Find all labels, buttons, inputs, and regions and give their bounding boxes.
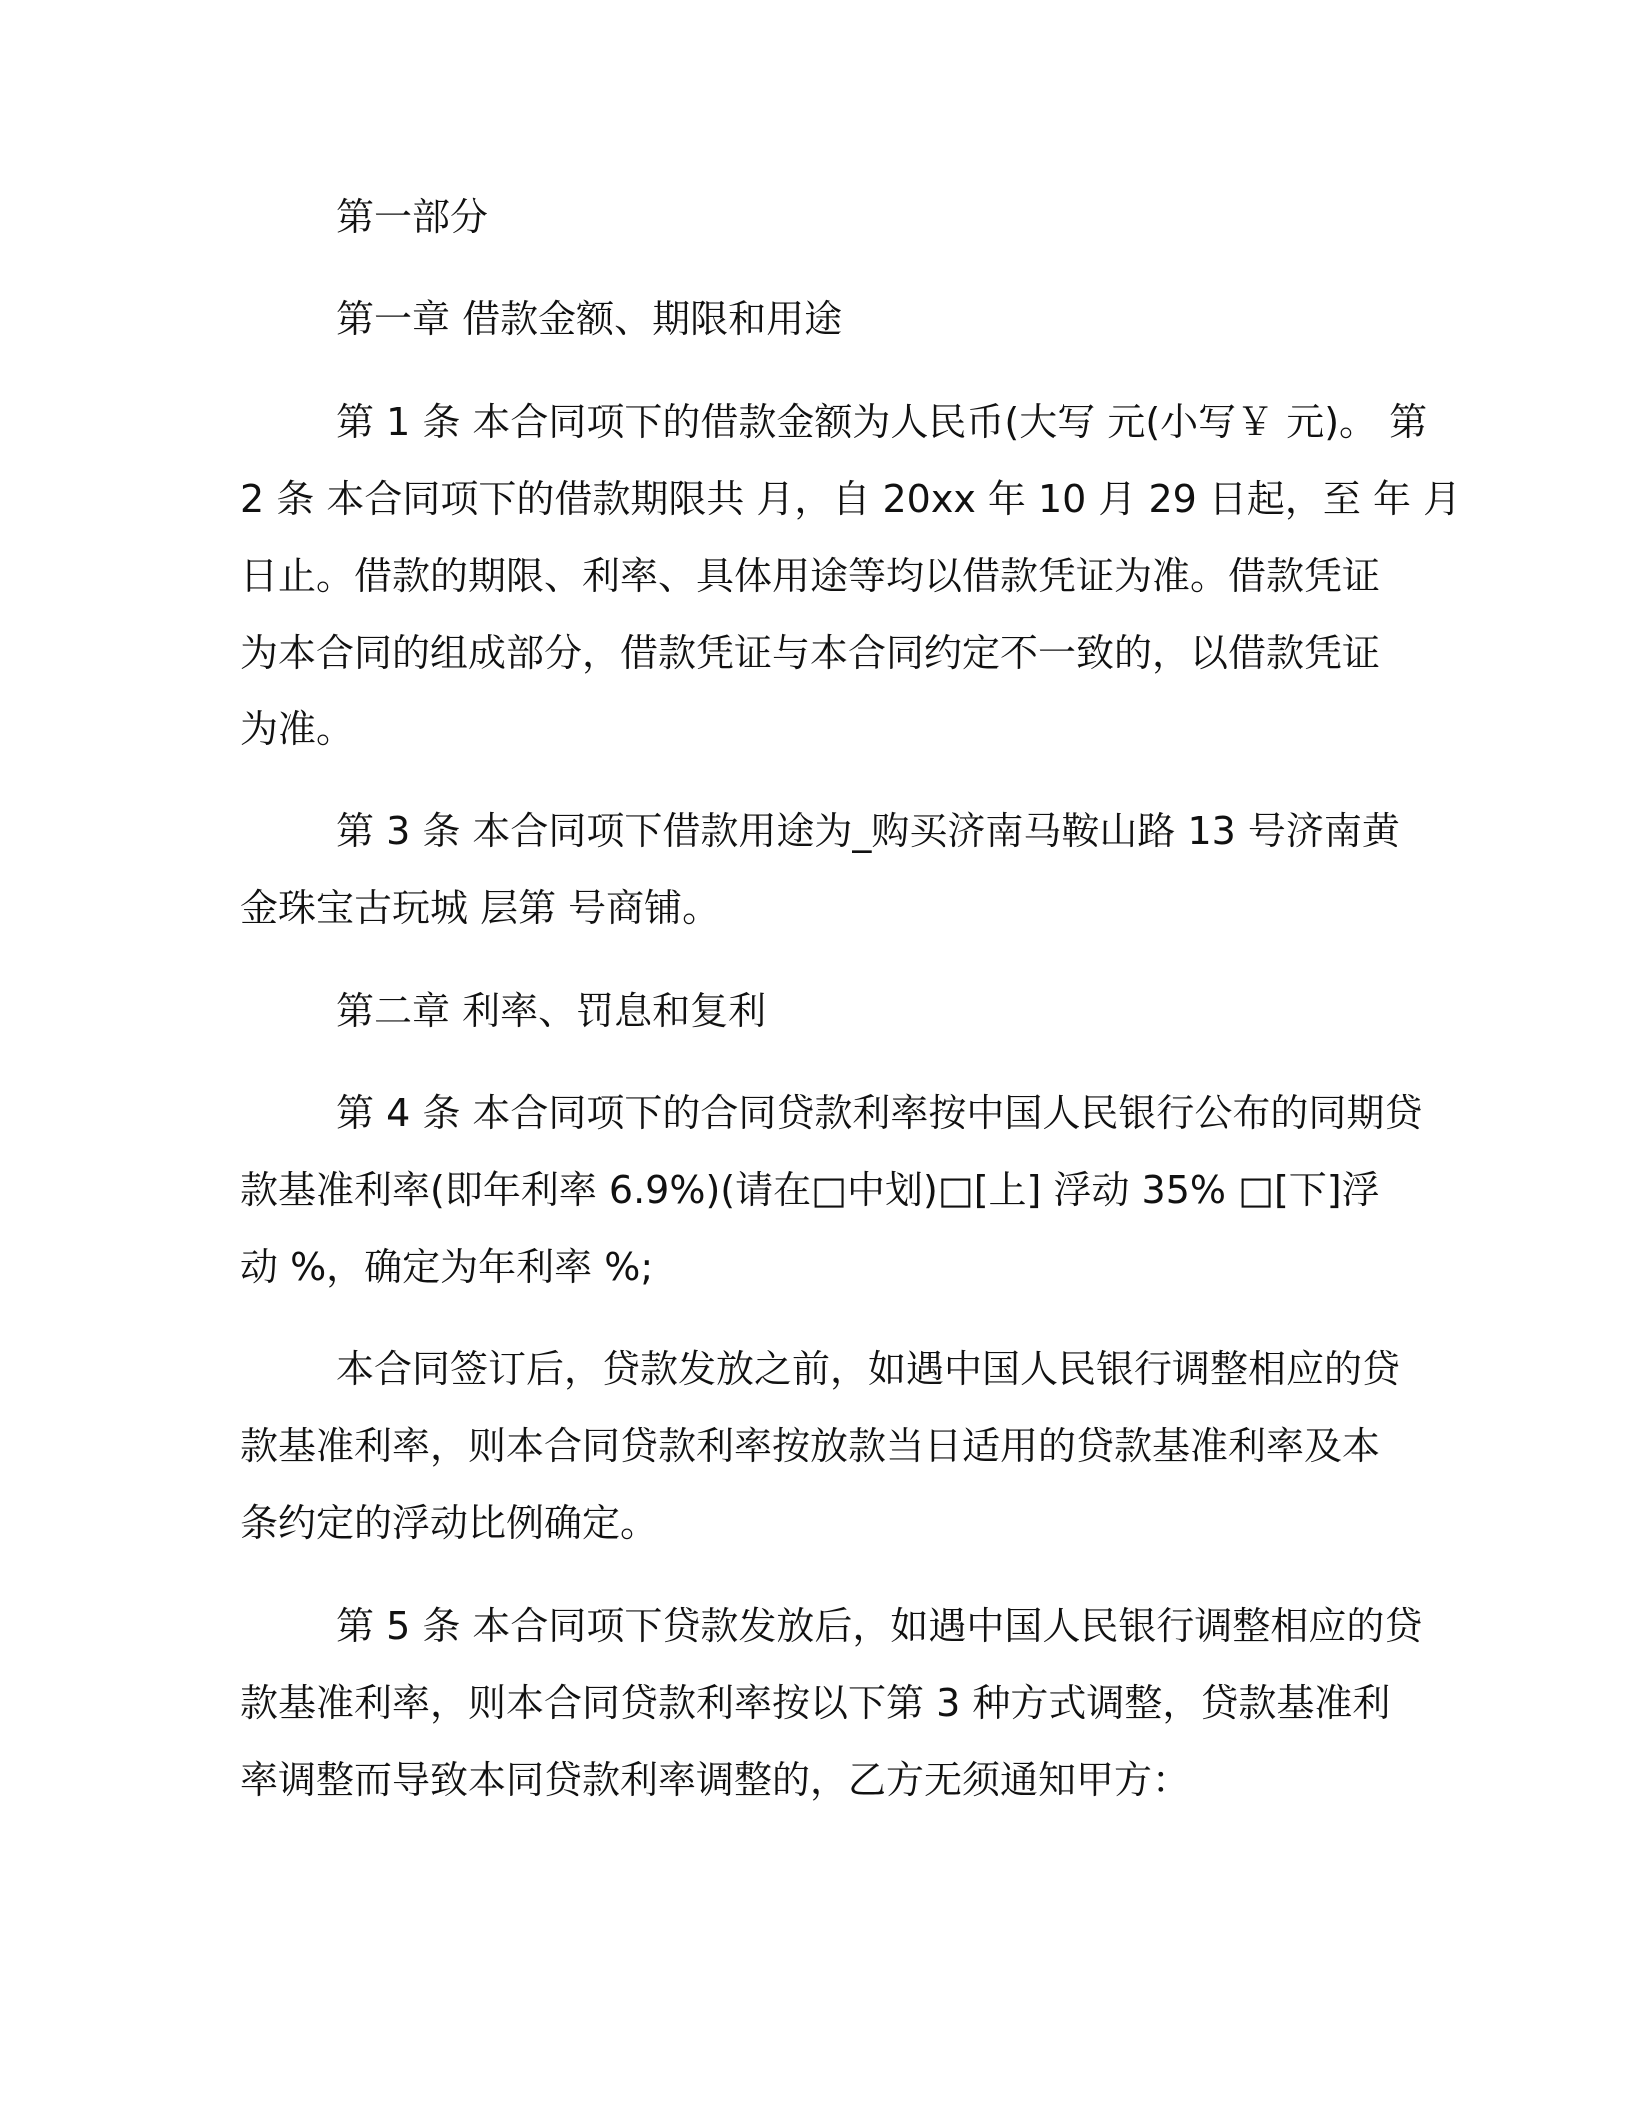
paragraph-line: 动 %，确定为年利率 %; [240,1245,654,1289]
paragraph-line: 第 4 条 本合同项下的合同贷款利率按中国人民银行公布的同期贷 [336,1091,1423,1135]
paragraph-line: 日止。借款的期限、利率、具体用途等均以借款凭证为准。借款凭证 [240,554,1381,598]
paragraph-line: 金珠宝古玩城 层第 号商铺。 [240,886,721,930]
paragraph-line: 款基准利率，则本合同贷款利率按以下第 3 种方式调整，贷款基准利 [240,1681,1391,1725]
paragraph-line: 率调整而导致本同贷款利率调整的，乙方无须通知甲方： [240,1758,1191,1802]
chapter-1-heading: 第一章 借款金额、期限和用途 [336,297,843,341]
paragraph-line: 款基准利率，则本合同贷款利率按放款当日适用的贷款基准利率及本 [240,1424,1381,1468]
paragraph-line: 第 1 条 本合同项下的借款金额为人民币(大写 元(小写￥ 元)。 第 [336,400,1428,444]
paragraph-line: 条约定的浮动比例确定。 [240,1501,659,1545]
part-heading: 第一部分 [336,195,489,239]
paragraph-line: 本合同签订后，贷款发放之前，如遇中国人民银行调整相应的贷 [336,1347,1401,1391]
paragraph-line: 2 条 本合同项下的借款期限共 月，自 20xx 年 10 月 29 日起，至 年 月 [240,477,1462,521]
paragraph-line: 第 5 条 本合同项下贷款发放后，如遇中国人民银行调整相应的贷 [336,1604,1423,1648]
paragraph-line: 款基准利率(即年利率 6.9%)(请在□中划)□[上] 浮动 35% □[下]浮 [240,1168,1380,1212]
paragraph-line: 为准。 [240,707,355,751]
paragraph-line: 为本合同的组成部分，借款凭证与本合同约定不一致的，以借款凭证 [240,631,1381,675]
chapter-2-heading: 第二章 利率、罚息和复利 [336,989,767,1033]
paragraph-line: 第 3 条 本合同项下借款用途为_购买济南马鞍山路 13 号济南黄 [336,809,1400,853]
